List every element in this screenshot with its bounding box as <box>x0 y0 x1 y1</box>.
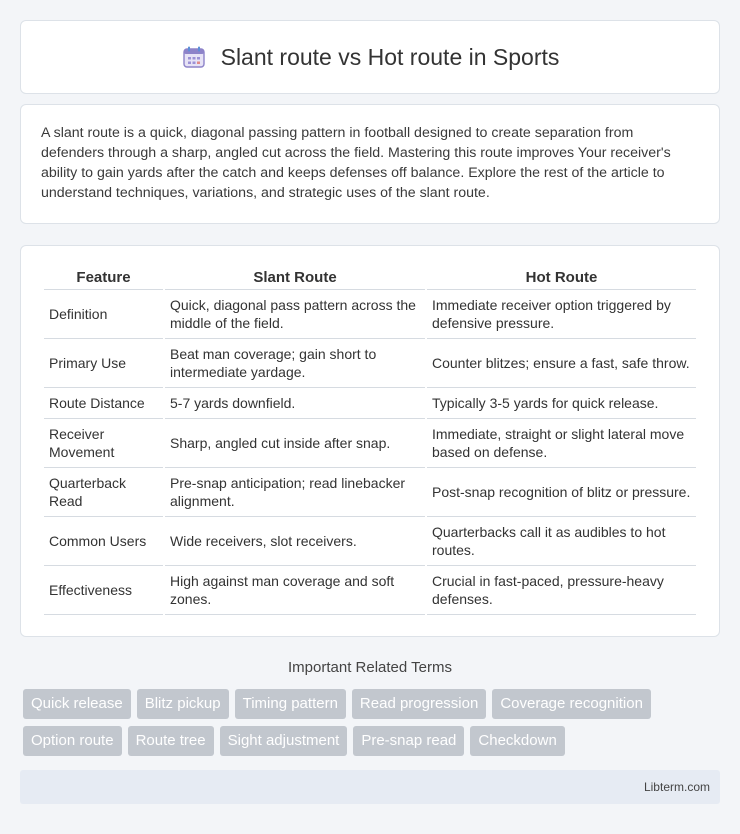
tag-pre-snap-read[interactable]: Pre-snap read <box>353 726 464 756</box>
tag-read-progression[interactable]: Read progression <box>352 689 486 719</box>
table-row <box>44 290 696 339</box>
cell-hot: Typically 3-5 yards for quick release. <box>427 388 696 419</box>
table-row <box>44 517 696 566</box>
cell-slant: Pre-snap anticipation; read linebacker alignment. <box>165 468 425 517</box>
cell-hot: Immediate, straight or slight lateral move based on defense. <box>427 419 696 468</box>
tag-coverage-recognition[interactable]: Coverage recognition <box>492 689 651 719</box>
cell-hot: Counter blitzes; ensure a fast, safe throw. <box>427 339 696 388</box>
cell-feature: Receiver Movement <box>44 419 163 468</box>
tag-route-tree[interactable]: Route tree <box>128 726 214 756</box>
cell-feature: Definition <box>44 290 163 339</box>
cell-feature: Route Distance <box>44 388 163 419</box>
cell-slant: 5-7 yards downfield. <box>165 388 425 419</box>
table-header-row <box>44 266 696 290</box>
intro-text: A slant route is a quick, diagonal passing pattern in football designed to create separation from defenders through a sharp, angled cut across the field. Mastering this route improves Your receiver's ability to gain yards after the catch and keeps defenses off balance. Explore the rest of the article to understand techniques, variations, and strategic uses of the slant route. <box>41 125 671 201</box>
table-row <box>44 468 696 517</box>
table-row <box>44 388 696 419</box>
tag-checkdown[interactable]: Checkdown <box>470 726 564 756</box>
cell-slant: High against man coverage and soft zones. <box>165 566 425 615</box>
related-terms-tags <box>20 689 720 756</box>
header-hot-route: Hot Route <box>427 266 696 290</box>
cell-hot: Quarterbacks call it as audibles to hot routes. <box>427 517 696 566</box>
comparison-table-card <box>20 245 720 637</box>
tag-quick-release[interactable]: Quick release <box>23 689 131 719</box>
table-row <box>44 339 696 388</box>
calendar-icon <box>181 44 207 70</box>
table-row <box>44 566 696 615</box>
cell-slant: Beat man coverage; gain short to intermediate yardage. <box>165 339 425 388</box>
footer <box>20 770 720 804</box>
cell-slant: Quick, diagonal pass pattern across the middle of the field. <box>165 290 425 339</box>
related-terms-title: Important Related Terms <box>288 659 452 676</box>
header-slant-route: Slant Route <box>165 266 425 290</box>
cell-slant: Wide receivers, slot receivers. <box>165 517 425 566</box>
cell-hot: Immediate receiver option triggered by defensive pressure. <box>427 290 696 339</box>
intro-card <box>20 104 720 224</box>
comparison-table <box>42 266 698 615</box>
cell-feature: Quarterback Read <box>44 468 163 517</box>
tag-option-route[interactable]: Option route <box>23 726 122 756</box>
cell-feature: Common Users <box>44 517 163 566</box>
cell-hot: Post-snap recognition of blitz or pressure. <box>427 468 696 517</box>
tag-timing-pattern[interactable]: Timing pattern <box>235 689 346 719</box>
page-title: Slant route vs Hot route in Sports <box>220 43 560 70</box>
cell-hot: Crucial in fast-paced, pressure-heavy defenses. <box>427 566 696 615</box>
tag-blitz-pickup[interactable]: Blitz pickup <box>137 689 229 719</box>
header-feature: Feature <box>44 266 163 290</box>
cell-feature: Primary Use <box>44 339 163 388</box>
table-row <box>44 419 696 468</box>
cell-slant: Sharp, angled cut inside after snap. <box>165 419 425 468</box>
title-card <box>20 20 720 94</box>
cell-feature: Effectiveness <box>44 566 163 615</box>
tag-sight-adjustment[interactable]: Sight adjustment <box>220 726 348 756</box>
footer-site-link[interactable]: Libterm.com <box>643 780 710 794</box>
